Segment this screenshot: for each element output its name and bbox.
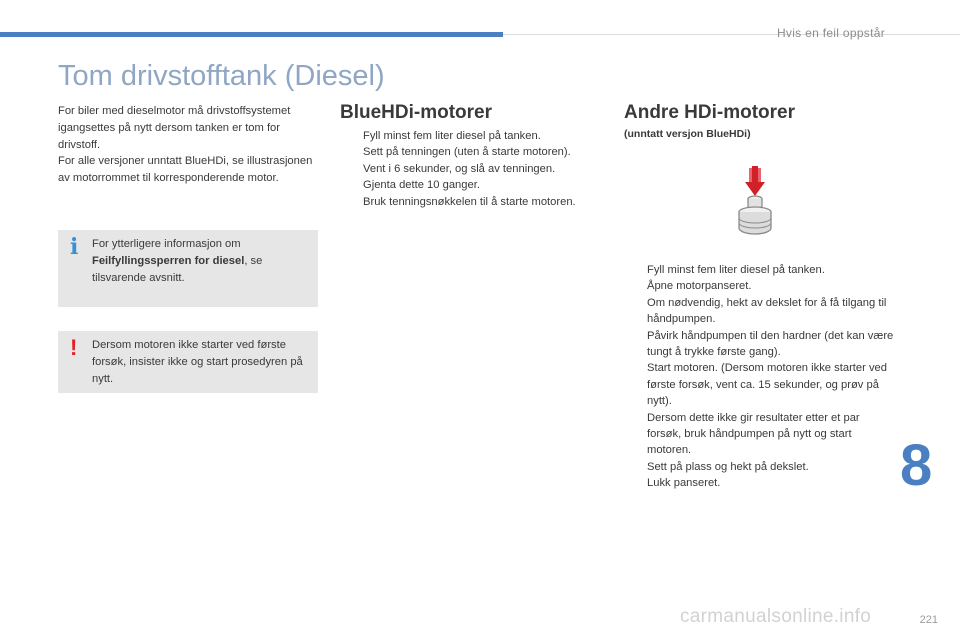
chapter-number: 8: [900, 433, 933, 498]
bluehdi-heading: BlueHDi-motorer: [340, 102, 493, 123]
list-item: Lukk panseret.: [647, 477, 721, 490]
warning-icon: !: [70, 335, 78, 360]
andre-hdi-steps: [624, 262, 894, 492]
info-note: [58, 230, 318, 307]
list-item: Gjenta dette 10 ganger.: [363, 179, 480, 192]
bluehdi-steps: [340, 128, 615, 210]
page-title: Tom drivstofftank (Diesel): [58, 60, 385, 92]
intro-paragraph-1: For biler med dieselmotor må drivstoffsystemet igangsettes på nytt dersom tanken er tom for drivstoff.: [58, 105, 291, 151]
page-number: 221: [919, 614, 938, 626]
section-title: Hvis en feil oppstår: [776, 26, 885, 40]
andre-hdi-subheading: (unntatt versjon BlueHDi): [624, 128, 751, 140]
info-note-bold: Feilfyllingssperren for diesel: [92, 254, 245, 267]
andre-hdi-heading: Andre HDi-motorer: [624, 102, 796, 123]
intro-paragraph-2: For alle versjoner unntatt BlueHDi, se illustrasjonen av motorrommet til korresponderende motor.: [58, 155, 313, 185]
top-accent-bar: [0, 32, 503, 37]
list-item: Fyll minst fem liter diesel på tanken.: [647, 264, 825, 276]
info-note-text: For ytterligere informasjon om Feilfyllingssperren for diesel, se tilsvarende avsnitt.: [92, 238, 263, 284]
arrow-head: [745, 182, 765, 196]
list-item: Om nødvendig, hekt av dekslet for å få tilgang til håndpumpen.: [647, 296, 887, 326]
hand-pump-illustration: [730, 166, 780, 242]
list-item: Sett på tenningen (uten å starte motoren).: [363, 146, 571, 159]
intro-text: [58, 103, 323, 187]
list-item: Bruk tenningsnøkkelen til å starte motoren.: [363, 195, 576, 208]
top-divider-line: [503, 34, 960, 35]
info-icon: i: [70, 234, 79, 260]
arrow-shaft: [752, 166, 758, 184]
list-item: Sett på plass og hekt på dekslet.: [647, 460, 809, 473]
list-item: Åpne motorpanseret.: [647, 280, 752, 293]
warning-note-text: Dersom motoren ikke starter ved første forsøk, insister ikke og start prosedyren på nytt.: [92, 339, 303, 385]
warning-note: [58, 331, 318, 393]
list-item: Påvirk håndpumpen til den hardner (det kan være tungt å trykke første gang).: [647, 329, 894, 359]
list-item: Fyll minst fem liter diesel på tanken.: [363, 130, 541, 142]
list-item: Dersom dette ikke gir resultater etter et par forsøk, bruk håndpumpen på nytt og start motoren.: [647, 411, 860, 457]
list-item: Start motoren. (Dersom motoren ikke starter ved første forsøk, vent ca. 15 sekunder, og prøv på nytt).: [647, 362, 887, 408]
list-item: Vent i 6 sekunder, og slå av tenningen.: [363, 162, 556, 175]
watermark: carmanualsonline.info: [680, 606, 872, 627]
